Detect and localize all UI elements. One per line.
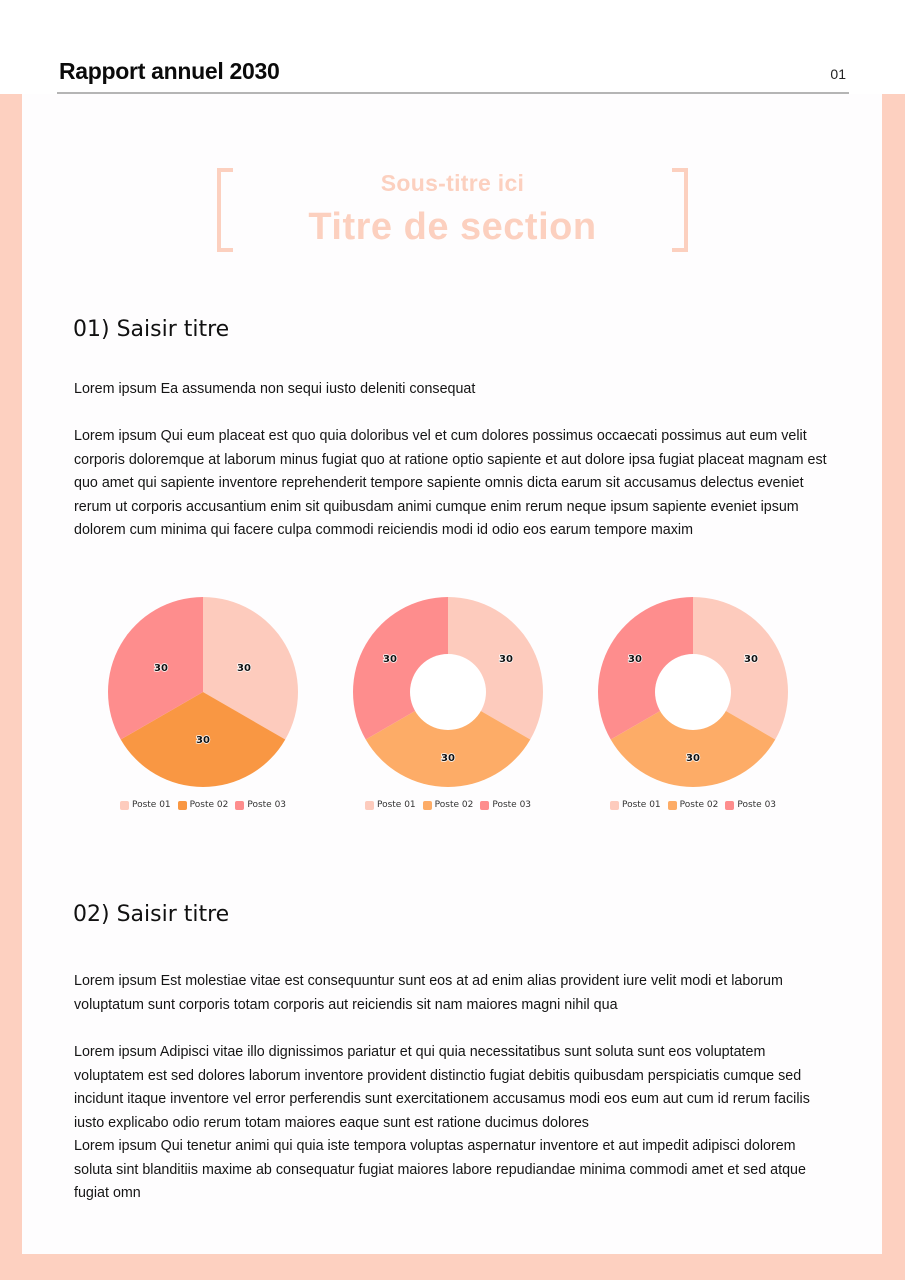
legend-swatch-icon (610, 801, 619, 810)
pie-chart-1-graphic (103, 595, 303, 795)
legend-item-poste-01: Poste 01 (610, 800, 661, 810)
header-divider (57, 92, 849, 94)
slice-label-poste-01: 30 (744, 654, 758, 665)
legend-item-poste-01: Poste 01 (120, 800, 171, 810)
chart-1-legend (103, 800, 303, 810)
donut-hole (410, 654, 486, 730)
legend-swatch-icon (235, 801, 244, 810)
slice-label-poste-03: 30 (383, 654, 397, 665)
legend-item-poste-02: Poste 02 (423, 800, 474, 810)
legend-swatch-icon (178, 801, 187, 810)
donut-chart-2-graphic (348, 595, 548, 795)
section-heading-2: 02) Saisir titre (73, 902, 230, 927)
donut-chart-3-graphic (593, 595, 793, 795)
section-banner (215, 168, 690, 250)
legend-swatch-icon (668, 801, 677, 810)
page-frame-bottom (0, 1254, 905, 1280)
pie-chart-1 (103, 595, 303, 820)
banner-subtitle: Sous-titre ici (380, 170, 525, 196)
legend-item-poste-02: Poste 02 (178, 800, 229, 810)
legend-item-poste-02: Poste 02 (668, 800, 719, 810)
page-frame-left (0, 94, 22, 1280)
legend-swatch-icon (480, 801, 489, 810)
section-1-paragraph-1: Lorem ipsum Ea assumenda non sequi iusto deleniti consequat (74, 381, 476, 397)
slice-label-poste-03: 30 (628, 654, 642, 665)
donut-chart-2 (348, 595, 548, 820)
slice-label-poste-03: 30 (154, 663, 168, 674)
section-2-paragraph-3: Lorem ipsum Qui tenetur animi qui quia iste tempora voluptas aspernatur inventore et aut impedit adipisci dolorem soluta sint blanditiis maxime ab consequatur fugiat maiores labore repudiandae minima commodi amet et sed atque fugiat omn (74, 1138, 806, 1201)
slice-label-poste-01: 30 (237, 663, 251, 674)
legend-swatch-icon (725, 801, 734, 810)
legend-swatch-icon (365, 801, 374, 810)
slice-label-poste-02: 30 (196, 735, 210, 746)
legend-item-poste-01: Poste 01 (365, 800, 416, 810)
banner-title: Titre de section (308, 206, 597, 248)
chart-2-legend (348, 800, 548, 810)
report-title: Rapport annuel 2030 (59, 58, 280, 84)
slice-label-poste-02: 30 (441, 753, 455, 764)
section-2-paragraph-2: Lorem ipsum Adipisci vitae illo dignissimos pariatur et qui quia necessitatibus sunt soluta sunt eos voluptatem voluptatem est sed dolores laborum inventore provident distinctio fugiat debitis quibusdam perspiciatis cumque sed incidunt itaque inventore vel error perferendis sunt exercitationem accusamus modi eos eum aut cum id rerum facilis iusto explicabo odio rerum totam maiores eaque sunt est ratione ducimus dolores (74, 1044, 810, 1131)
legend-item-poste-03: Poste 03 (725, 800, 776, 810)
section-2-paragraph-1: Lorem ipsum Est molestiae vitae est consequuntur sunt eos at ad enim alias provident iure velit modi et laborum voluptatum sunt corporis totam corporis aut reiciendis sit nam maiores magni nihil qua (74, 973, 783, 1013)
chart-3-legend (593, 800, 793, 810)
legend-swatch-icon (423, 801, 432, 810)
section-1-paragraph-2: Lorem ipsum Qui eum placeat est quo quia doloribus vel et cum dolores possimus occaecati possimus aut eum velit corporis doloremque at laborum minus fugiat quo at ratione optio sapiente et aut dolore ipsa fugiat placeat magnam est quo amet qui sapiente inventore reprehenderit tempore sapiente omnis dicta earum sit accusamus delectus eveniet rerum ut corporis accusantium enim sit quibusdam animi cumque enim rerum neque ipsum sapiente eveniet ipsum dolorem cum minima qui facere culpa commodi reiciendis modi id odio eos earum tempore maxim (74, 428, 827, 538)
legend-item-poste-03: Poste 03 (235, 800, 286, 810)
slice-label-poste-02: 30 (686, 753, 700, 764)
donut-hole (655, 654, 731, 730)
legend-item-poste-03: Poste 03 (480, 800, 531, 810)
page-number: 01 (830, 66, 846, 82)
slice-label-poste-01: 30 (499, 654, 513, 665)
section-heading-1: 01) Saisir titre (73, 317, 230, 342)
page-frame-right (882, 94, 905, 1280)
legend-swatch-icon (120, 801, 129, 810)
donut-chart-3 (593, 595, 793, 820)
